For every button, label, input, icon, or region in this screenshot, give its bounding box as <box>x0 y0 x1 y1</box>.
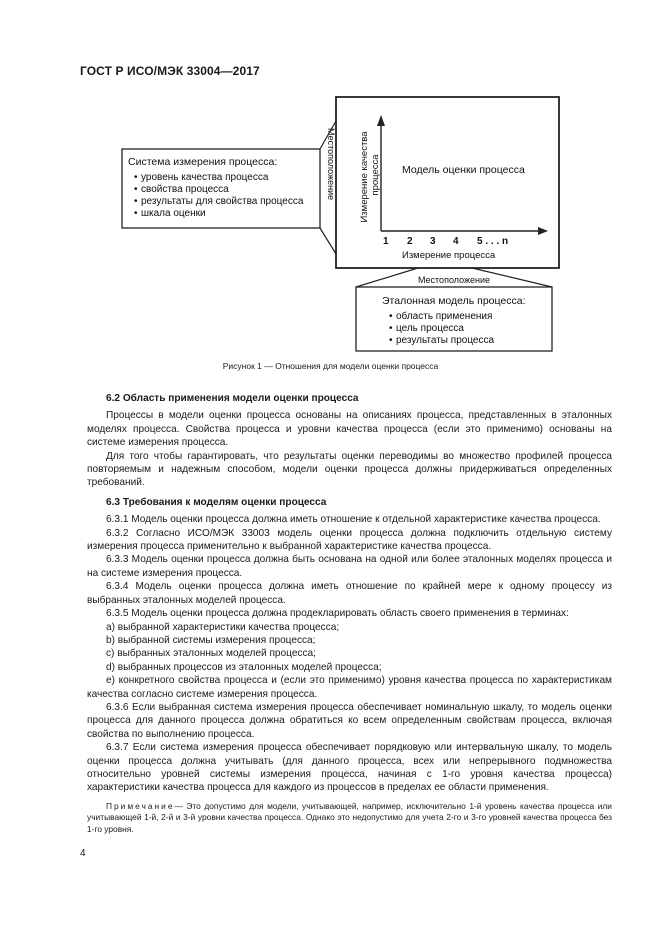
paragraph: Процессы в модели оценки процесса основаны на описаниях процесса, представленных в эталонных моделях процесса. Свойства процесса и уровни качества процесса (если это применимо) основаны на системе измерения процесса. <box>87 410 612 449</box>
reference-item: цель процесса <box>396 323 464 334</box>
clause-6-3-3: 6.3.3 Модель оценки процесса должна быть основана на одной или более эталонных моделях процесса и на системе измерения процесса. <box>87 554 612 579</box>
svg-text:•: • <box>134 172 138 183</box>
page-number: 4 <box>80 848 86 859</box>
section-heading: 6.3 Требования к моделям оценки процесса <box>106 496 327 508</box>
x-tick: 1 <box>383 236 389 247</box>
svg-text:•: • <box>389 323 393 334</box>
note <box>87 801 612 836</box>
relationship-diagram <box>0 0 661 360</box>
measurement-item: результаты для свойства процесса <box>141 196 304 207</box>
svg-text:•: • <box>134 208 138 219</box>
note-text: — Это допустимо для модели, учитывающей, например, исключительно 1-й уровень качества процесса или учитывающей 1-й, 2-й и 3-й уровни качества процесса. Однако это недопустимо для учета 2-го и 3-го уровней качества процесса без 1-го уровня. <box>87 800 612 834</box>
list-item: b) выбранной системы измерения процесса; <box>106 634 316 646</box>
x-tick: 3 <box>430 236 436 247</box>
section-heading: 6.2 Область применения модели оценки процесса <box>106 393 359 404</box>
x-axis-label: Измерение процесса <box>402 250 496 261</box>
measurement-item: свойства процесса <box>141 184 229 195</box>
body-text <box>87 392 612 835</box>
clause-6-3-7: 6.3.7 Если система измерения процесса обеспечивает порядковую или интервальную шкалу, то модель оценки процесса должна учитывать (для данного процесса, всех или непрерывного подмножества относительно уровней системы измерения процесса, начиная с 1-го уровня качества процесса) характеристики качества процесса для каждого из процессов в пределах ее области применения. <box>87 742 612 794</box>
svg-text:•: • <box>389 311 393 322</box>
svg-text:•: • <box>134 184 138 195</box>
reference-model-title: Эталонная модель процесса: <box>382 295 526 307</box>
x-tick: 4 <box>453 236 459 247</box>
clause-6-3-2: 6.3.2 Согласно ИСО/МЭК 33003 модель оценки процесса должна подключить отдельную систему измерения процесса применительно к выбранной характеристике качества процесса. <box>87 527 612 553</box>
document-header: ГОСТ Р ИСО/МЭК 33004—2017 <box>80 64 260 78</box>
paragraph: Для того чтобы гарантировать, что результаты оценки переводимы во множество профилей процесса повторяемым и надежным способом, модели оценки процесса должны придерживаться определенных требований. <box>87 450 612 489</box>
list-item: e) конкретного свойства процесса и (если это применимо) уровня качества процесса по характеристикам качества согласно системе измерения процесса. <box>87 675 612 700</box>
reference-item: область применения <box>396 311 493 322</box>
measurement-item: шкала оценки <box>141 208 206 219</box>
x-tick: 2 <box>407 236 413 247</box>
reference-item: результаты процесса <box>396 335 495 346</box>
svg-text:•: • <box>389 335 393 346</box>
location-label-vertical: Местоположение <box>326 128 336 201</box>
x-tick: 5 . . . n <box>477 236 509 247</box>
svg-text:•: • <box>134 196 138 207</box>
location-label-bottom: Местоположение <box>417 275 491 285</box>
list-item: a) выбранной характеристики качества процесса; <box>106 621 340 633</box>
note-label: Примечание <box>106 800 175 811</box>
y-axis-label-line2: процесса <box>370 154 381 196</box>
clause-6-3-4: 6.3.4 Модель оценки процесса должна иметь отношение по крайней мере к одному процессу из выбранных эталонных моделей процесса. <box>87 581 612 606</box>
y-axis-label: Измерение качества <box>359 131 370 223</box>
measurement-framework-title: Система измерения процесса: <box>128 156 278 168</box>
model-title: Модель оценки процесса <box>402 164 525 176</box>
clause-6-3-5: 6.3.5 Модель оценки процесса должна продекларировать область своего применения в терминах: <box>106 608 569 620</box>
clause-6-3-1: 6.3.1 Модель оценки процесса должна иметь отношение к отдельной характеристике качества процесса. <box>106 514 601 526</box>
measurement-item: уровень качества процесса <box>141 172 269 183</box>
figure-caption: Рисунок 1 — Отношения для модели оценки процесса <box>222 361 439 371</box>
clause-6-3-6: 6.3.6 Если выбранная система измерения процесса обеспечивает номинальную шкалу, то модель оценки процесса для данного процесса должна обратиться ко всем определенным свойствам процесса, включая свойства по выполнению процесса. <box>87 701 612 740</box>
figure-1 <box>0 0 661 360</box>
list-item: c) выбранных эталонных моделей процесса; <box>106 648 316 660</box>
list-item: d) выбранных процессов из эталонных моделей процесса; <box>106 661 382 673</box>
